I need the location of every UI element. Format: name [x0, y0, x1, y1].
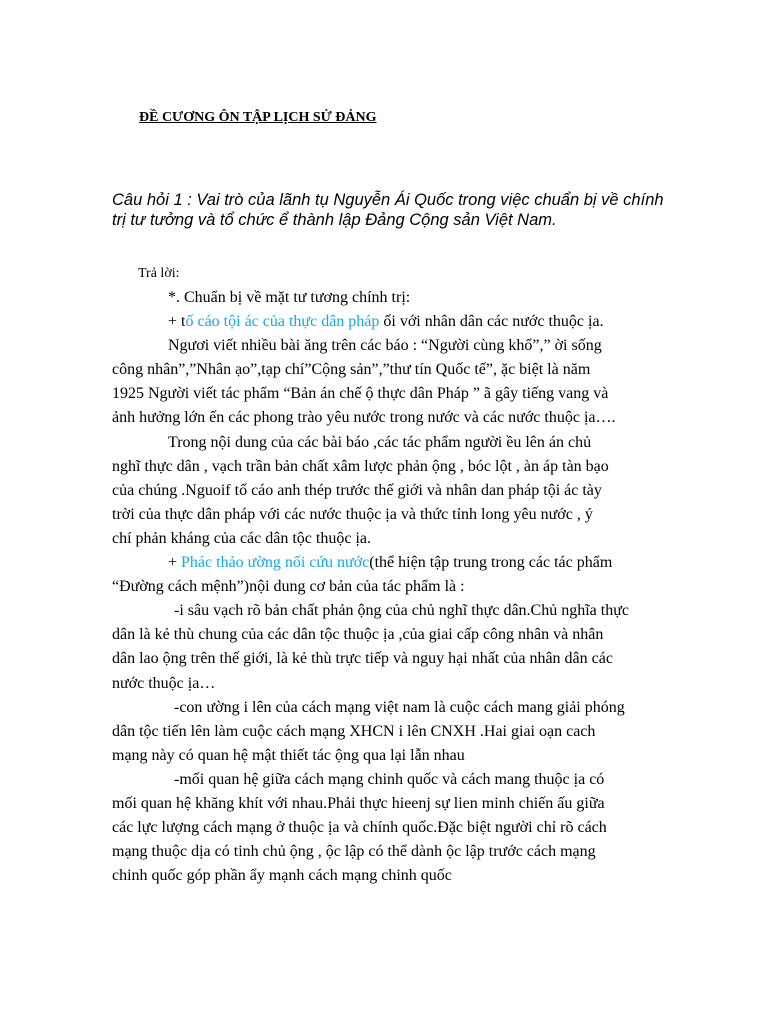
- body-line: “Đường cách mệnh”)nội dung cơ bản của tác phẩm là :: [112, 578, 465, 596]
- body-line: công nhân”,”Nhân ạo”,tạp chí”Cộng sản”,”thư tín Quốc tế”, ặc biệt là năm: [112, 361, 591, 379]
- answer-body: [112, 286, 672, 888]
- body-line: các lực lượng cách mạng ở thuộc ịa và chính quốc.Đặc biệt người chỉ rõ cách: [112, 819, 607, 837]
- body-line: -mối quan hệ giữa cách mạng chinh quốc và cách mang thuộc ịa có: [174, 770, 605, 788]
- body-line: *. Chuẩn bị về mặt tư tương chính trị:: [168, 289, 411, 306]
- body-line: chí phản kháng của các dân tộc thuộc ịa.: [112, 529, 371, 547]
- line-suffix: ối với nhân dân các nước thuộc ịa.: [379, 313, 604, 331]
- line-prefix: +: [168, 554, 182, 572]
- question-heading: Câu hỏi 1 : Vai trò của lãnh tụ Nguyễn Ái Quốc trong việc chuẩn bị về chính trị tư tưởng và tổ chức ể thành lập Đảng Cộng sản Việt Nam.: [112, 191, 664, 229]
- body-line: mạng này có quan hệ mật thiết tác ộng qua lại lẫn nhau: [112, 746, 465, 764]
- body-line-highlighted: [112, 310, 672, 334]
- body-line: dân tộc tiến lên làm cuộc cách mạng XHCN i lên CNXH .Hai giai oạn cach: [112, 722, 596, 740]
- body-line: 1925 Người viết tác phẩm “Bản án chế ộ thực dân Pháp ” ã gây tiếng vang và: [112, 385, 609, 403]
- body-line: nước thuộc ịa…: [112, 674, 216, 692]
- body-line: -i sâu vạch rõ bản chất phản ộng của chủ nghĩ thực dân.Chủ nghĩa thực: [174, 602, 629, 620]
- highlighted-text: ố cáo tội ác của thực dân pháp: [185, 313, 380, 331]
- body-line-highlighted: [112, 551, 672, 575]
- answer-label: Trả lời:: [138, 266, 180, 281]
- highlighted-text: Phác thảo ường nối cứu nước: [181, 554, 370, 572]
- body-line: chinh quốc góp phần ẩy mạnh cách mạng chinh quốc: [112, 867, 452, 885]
- body-line: Ngươi viết nhiều bài ăng trên các báo : “Người cùng khổ”,” ời sống: [168, 337, 602, 355]
- body-line: dân lao ộng trên thế giới, là kẻ thù trực tiếp và nguy hại nhất của nhân dân các: [112, 650, 613, 668]
- body-line: mối quan hệ khăng khít với nhau.Phải thực hieenj sự lien minh chiến ấu giữa: [112, 794, 605, 812]
- body-line: của chúng .Nguoif tố cáo anh thép trước thế giới và nhân dan pháp tội ác tày: [112, 481, 602, 499]
- body-line: ảnh hưởng lớn ến các phong trào yêu nước trong nước và các nước thuộc ịa….: [112, 409, 616, 427]
- line-suffix: (thể hiện tập trung trong các tác phẩm: [369, 554, 613, 572]
- document-title: ĐỀ CƯƠNG ÔN TẬP LỊCH SỬ ĐẢNG: [139, 110, 377, 125]
- body-line: Trong nội dung của các bài báo ,các tác phẩm người ều lên án chủ: [168, 433, 592, 451]
- body-line: dân là kẻ thù chung của các dân tộc thuộc ịa ,của giai cấp công nhân và nhân: [112, 626, 604, 644]
- body-line: -con ường i lên của cách mạng việt nam là cuộc cách mang giải phóng: [174, 698, 625, 716]
- body-line: nghĩ thực dân , vạch trần bản chất xâm lược phản ộng , bóc lột , àn áp tàn bạo: [112, 457, 609, 475]
- line-prefix: + t: [168, 313, 186, 331]
- body-line: trời của thực dân pháp với các nước thuộc ịa và thức tỉnh long yêu nước , ý: [112, 505, 593, 523]
- body-line: mạng thuộc dịa có tinh chủ ộng , ộc lập có thể dành ộc lập trước cách mạng: [112, 843, 596, 861]
